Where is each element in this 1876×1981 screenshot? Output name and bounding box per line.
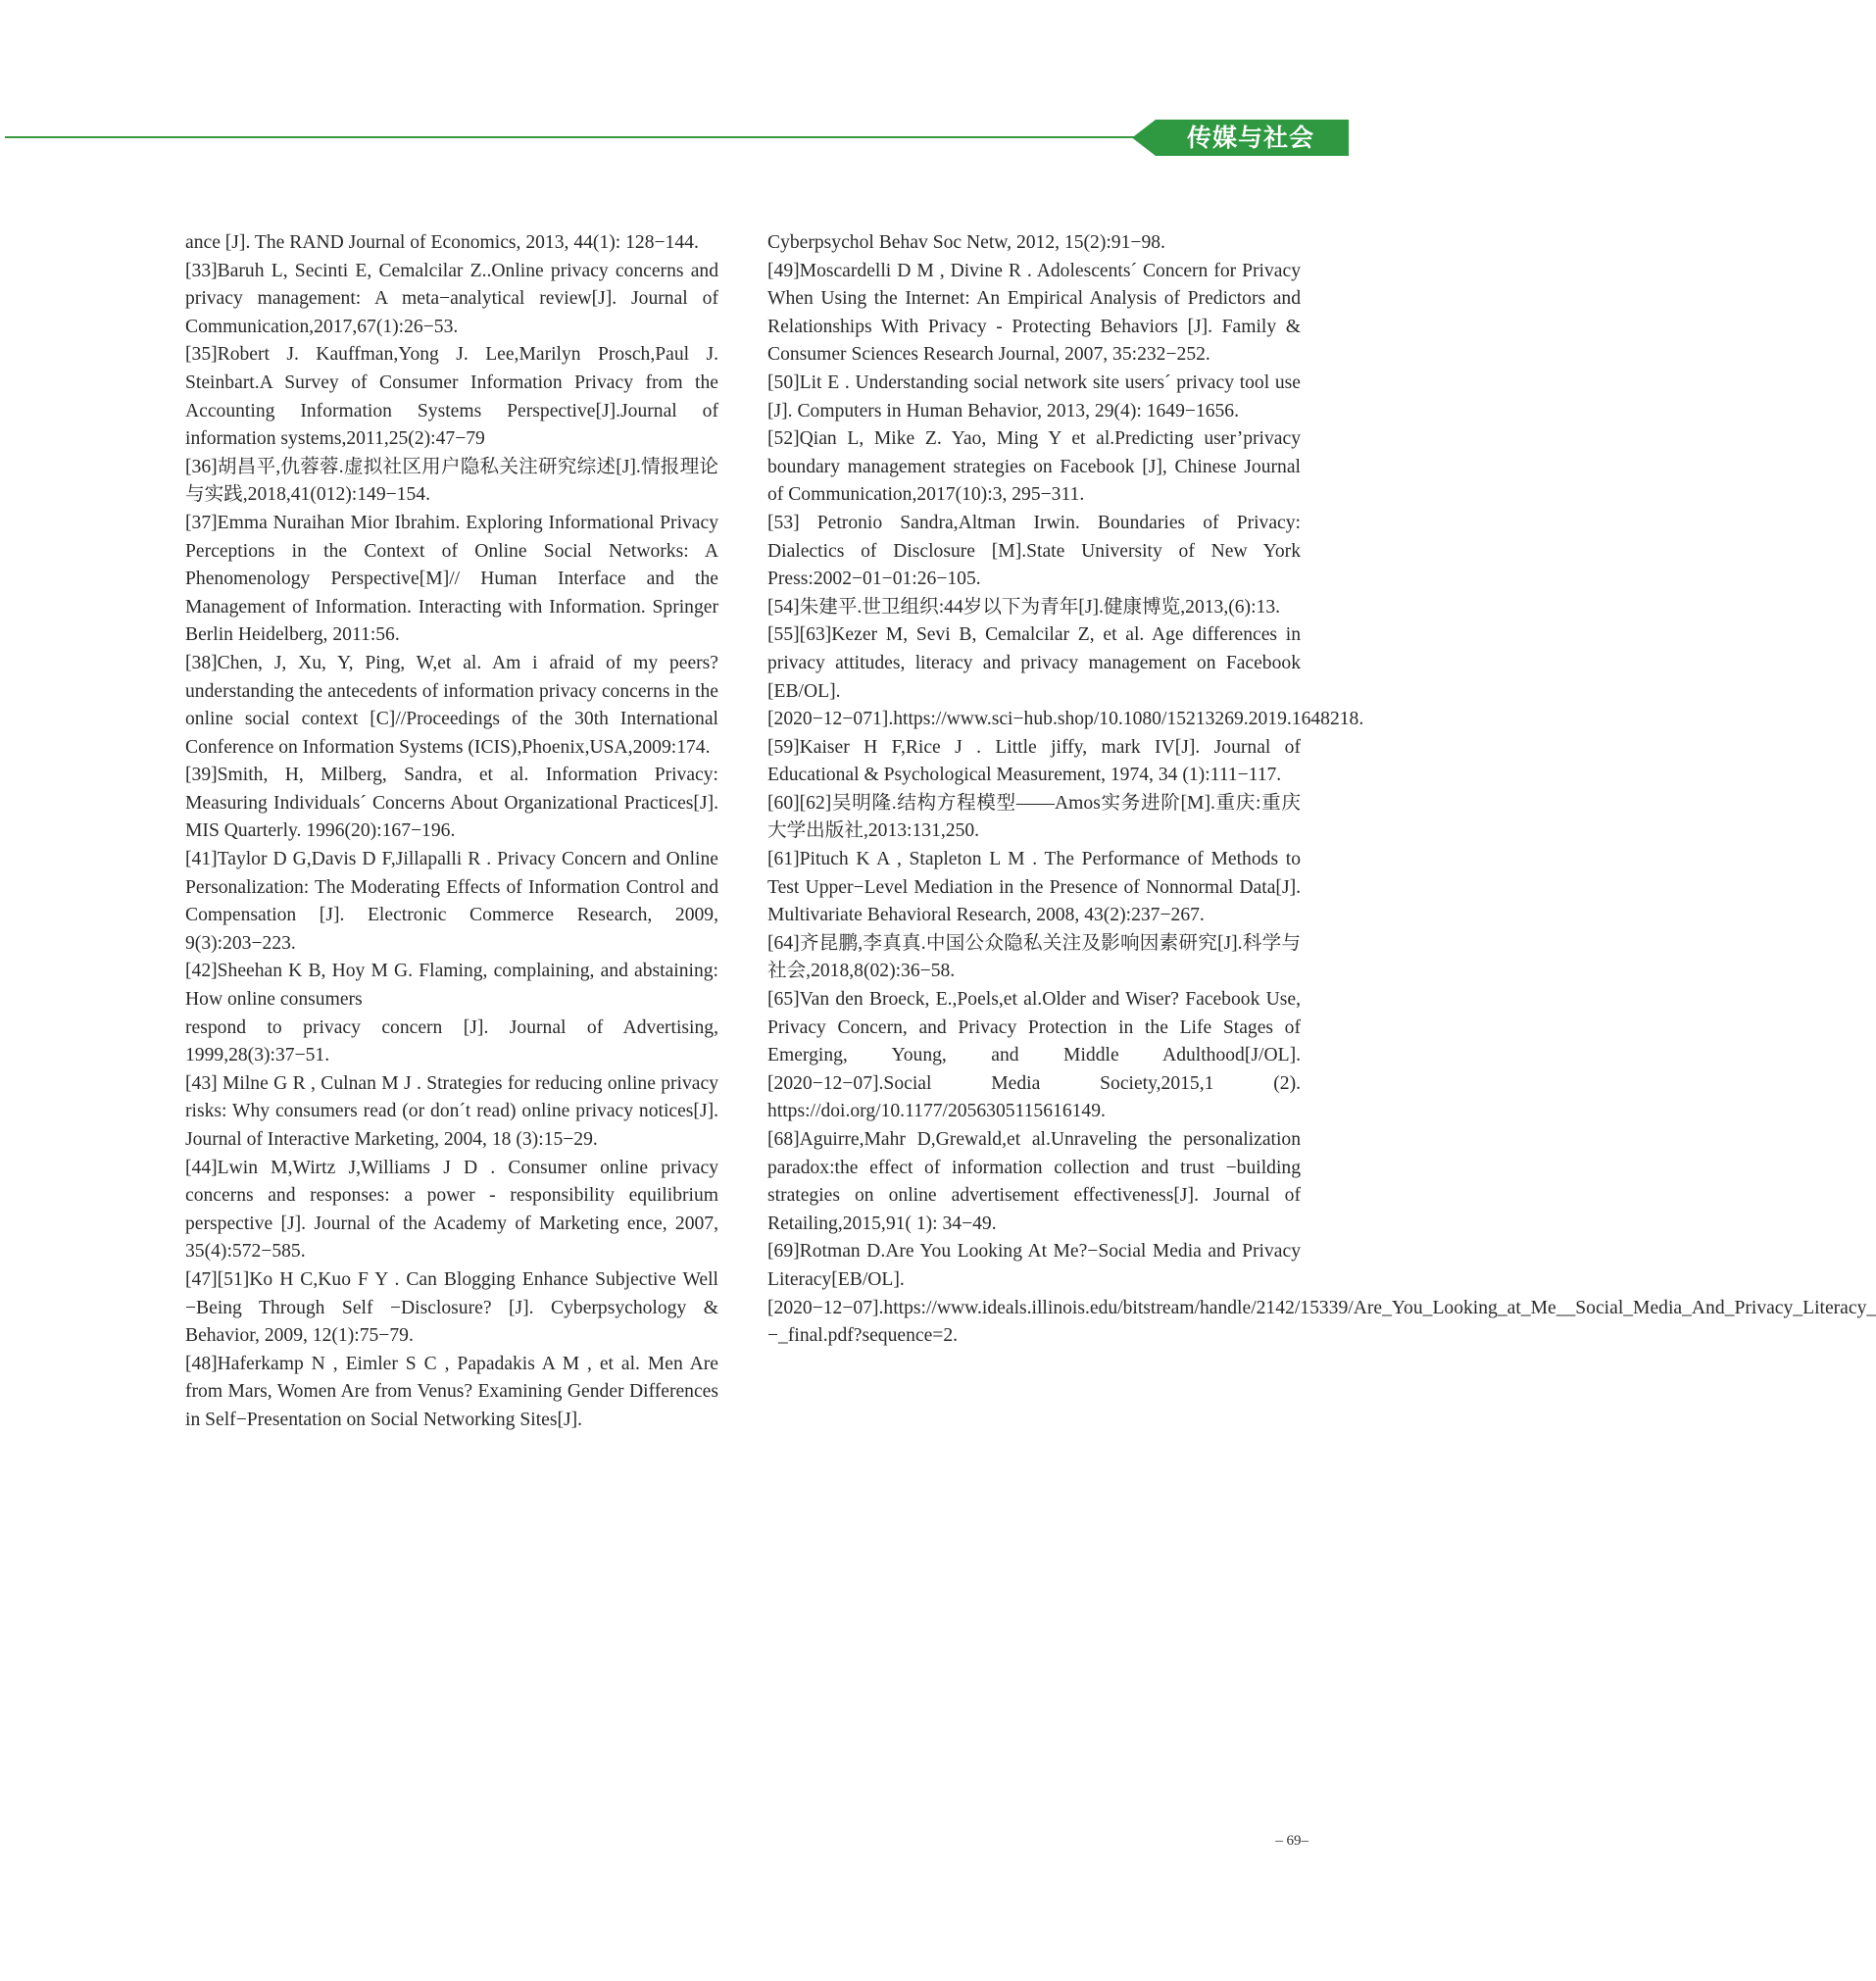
references-left-column <box>185 229 718 1435</box>
reference-entry: [36]胡昌平,仇蓉蓉.虚拟社区用户隐私关注研究综述[J].情报理论与实践,2018,41(012):149−154. <box>185 456 718 506</box>
reference-entry: [44]Lwin M,Wirtz J,Williams J D . Consumer online privacy concerns and responses: a power - responsibility equilibrium perspective [J]. Journal of the Academy of Marketing ence, 2007, 35(4):572−585. <box>185 1157 718 1263</box>
reference-entry: [53] Petronio Sandra,Altman Irwin. Boundaries of Privacy: Dialectics of Disclosure [M].State University of New York Press:2002−01−01:26−105. <box>767 512 1301 590</box>
reference-entry: [65]Van den Broeck, E.,Poels,et al.Older and Wiser? Facebook Use, Privacy Concern, and Privacy Protection in the Life Stages of Emerging, Young, and Middle Adulthood[J/OL].[2020−12−07].Social Media Society,2015,1 (2). https://doi.org/10.1177/2056305115616149. <box>767 989 1301 1122</box>
reference-entry: [61]Pituch K A , Stapleton L M . The Performance of Methods to Test Upper−Level Mediation in the Presence of Nonnormal Data[J]. Multivariate Behavioral Research, 2008, 43(2):237−267. <box>767 849 1301 926</box>
reference-entry: [55][63]Kezer M, Sevi B, Cemalcilar Z, et al. Age differences in privacy attitudes, literacy and privacy management on Facebook [EB/OL]. [2020−12−071].https://www.sci−hub.shop/10.1080/15213269.2019.1648218. <box>767 624 1364 730</box>
reference-entry: [54]朱建平.世卫组织:44岁以下为青年[J].健康博览,2013,(6):13. <box>767 596 1281 618</box>
reference-entry: ance [J]. The RAND Journal of Economics, 2013, 44(1): 128−144. <box>185 232 699 253</box>
reference-entry: [33]Baruh L, Secinti E, Cemalcilar Z..Online privacy concerns and privacy management: A meta−analytical review[J]. Journal of Communication,2017,67(1):26−53. <box>185 260 718 337</box>
reference-entry: [42]Sheehan K B, Hoy M G. Flaming, complaining, and abstaining: How online consumers <box>185 961 718 1011</box>
reference-entry: [39]Smith, H, Milberg, Sandra, et al. Information Privacy: Measuring Individuals´ Concerns About Organizational Practices[J]. MIS Quarterly. 1996(20):167−196. <box>185 765 718 842</box>
reference-entry: [60][62]吴明隆.结构方程模型——Amos实务进阶[M].重庆:重庆大学出版社,2013:131,250. <box>767 792 1301 842</box>
header-rule <box>5 136 1140 138</box>
reference-entry: [41]Taylor D G,Davis D F,Jillapalli R . Privacy Concern and Online Personalization: The Moderating Effects of Information Control and Compensation [J]. Electronic Commerce Research, 2009, 9(3):203−223. <box>185 849 718 954</box>
reference-entry: [37]Emma Nuraihan Mior Ibrahim. Exploring Informational Privacy Perceptions in the Context of Online Social Networks: A Phenomenology Perspective[M]// Human Interface and the Management of Information. Interacting with Information. Springer Berlin Heidelberg, 2011:56. <box>185 512 718 646</box>
reference-entry: [38]Chen, J, Xu, Y, Ping, W,et al. Am i afraid of my peers? understanding the antecedents of information privacy concerns in the online social context [C]//Proceedings of the 30th International Conference on Information Systems (ICIS),Phoenix,USA,2009:174. <box>185 652 718 758</box>
reference-entry: respond to privacy concern [J]. Journal of Advertising, 1999,28(3):37−51. <box>185 1016 718 1066</box>
reference-entry: [64]齐昆鹏,李真真.中国公众隐私关注及影响因素研究[J].科学与社会,2018,8(02):36−58. <box>767 932 1301 982</box>
references-right-column <box>767 229 1876 1351</box>
reference-entry: [69]Rotman D.Are You Looking At Me?−Social Media and Privacy Literacy[EB/OL]. [2020−12−07].https://www.ideals.illinois.edu/bitstream/handle/2142/15339/Are_You_Looking_at_Me__Social_Media_And_Privacy_Literacy_ −_final.pdf?sequence=2. <box>767 1241 1876 1347</box>
page-number: – 69– <box>1275 1833 1308 1849</box>
reference-entry: [59]Kaiser H F,Rice J . Little jiffy, mark IV[J]. Journal of Educational & Psychological Measurement, 1974, 34 (1):111−117. <box>767 736 1301 786</box>
reference-entry: [68]Aguirre,Mahr D,Grewald,et al.Unraveling the personalization paradox:the effect of information collection and trust −building strategies on online advertisement effectiveness[J]. Journal of Retailing,2015,91( 1): 34−49. <box>767 1129 1301 1234</box>
reference-entry: [49]Moscardelli D M , Divine R . Adolescents´ Concern for Privacy When Using the Internet: An Empirical Analysis of Predictors and Relationships With Privacy - Protecting Behaviors [J]. Family & Consumer Sciences Research Journal, 2007, 35:232−252. <box>767 260 1301 366</box>
reference-entry: [35]Robert J. Kauffman,Yong J. Lee,Marilyn Prosch,Paul J. Steinbart.A Survey of Consumer Information Privacy from the Accounting Information Systems Perspective[J].Journal of information systems,2011,25(2):47−79 <box>185 344 718 450</box>
reference-entry: Cyberpsychol Behav Soc Netw, 2012, 15(2):91−98. <box>767 232 1165 253</box>
reference-entry: [47][51]Ko H C,Kuo F Y . Can Blogging Enhance Subjective Well −Being Through Self −Disclosure? [J]. Cyberpsychology & Behavior, 2009, 12(1):75−79. <box>185 1268 718 1347</box>
reference-entry: [50]Lit E . Understanding social network site users´ privacy tool use [J]. Computers in Human Behavior, 2013, 29(4): 1649−1656. <box>767 371 1301 421</box>
reference-entry: [48]Haferkamp N , Eimler S C , Papadakis A M , et al. Men Are from Mars, Women Are from Venus? Examining Gender Differences in Self−Presentation on Social Networking Sites[J]. <box>185 1353 718 1430</box>
reference-entry: [43] Milne G R , Culnan M J . Strategies for reducing online privacy risks: Why consumers read (or don´t read) online privacy notices[J]. Journal of Interactive Marketing, 2004, 18 (3):15−29. <box>185 1072 718 1150</box>
section-title: 传媒与社会 <box>1186 124 1314 152</box>
reference-entry: [52]Qian L, Mike Z. Yao, Ming Y et al.Predicting user’privacy boundary management strategies on Facebook [J], Chinese Journal of Communication,2017(10):3, 295−311. <box>767 428 1301 506</box>
